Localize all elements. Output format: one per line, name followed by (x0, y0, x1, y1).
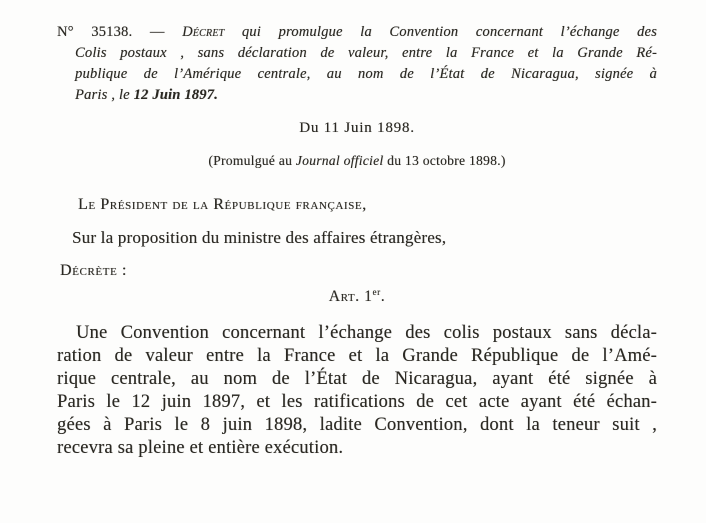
journal-officiel-title: Journal officiel (295, 153, 384, 168)
body-line-4: Paris le 12 juin 1897, et les ratifications de cet acte ayant été échan- (57, 392, 657, 412)
article-heading (57, 288, 657, 305)
header-line-1-rest: qui promulgue la Convention concernant l’échange des (241, 24, 657, 40)
decret-smallcaps: Décret (182, 24, 225, 40)
header-line-1 (57, 22, 657, 43)
proposition-line: Sur la proposition du ministre des affaires étrangères, (72, 228, 447, 247)
body-line-5: gées à Paris le 8 juin 1898, ladite Convention, dont la teneur suit , (57, 415, 657, 435)
body-line-6: recevra sa pleine et entière exécution. (57, 438, 344, 458)
decree-date: Du 11 Juin 1898. (299, 120, 415, 136)
decree-body (57, 322, 657, 460)
body-line-3: rique centrale, au nom de l’État de Nicaragua, ayant été signée à (57, 369, 657, 389)
article-ordinal: er (372, 286, 381, 297)
signature-date: 12 Juin 1897. (133, 87, 218, 103)
promulgation-prefix: (Promulgué au (208, 153, 296, 168)
decree-header (57, 22, 657, 106)
body-line-1: Une Convention concernant l’échange des colis postaux sans décla- (76, 323, 657, 343)
header-line-3: publique de l’Amérique centrale, au nom de l’État de Nicaragua, signée à (75, 66, 657, 82)
decrete-line: Décrète : (60, 262, 127, 279)
header-line-4-prefix: Paris , le (75, 87, 134, 103)
header-line-4 (57, 85, 657, 106)
header-line-2: Colis postaux , sans déclaration de valeur, entre la France et la Grande Ré- (75, 45, 657, 61)
president-line: Le Président de la République française, (78, 196, 367, 213)
article-label: Art. 1 (328, 288, 373, 305)
body-line-2: ration de valeur entre la France et la Grande République de l’Amé- (57, 346, 657, 366)
promulgation-suffix: du 13 octobre 1898.) (383, 153, 506, 168)
decree-number: N° 35138. — (57, 24, 165, 40)
promulgation-note (57, 152, 657, 169)
article-period: . (380, 288, 386, 305)
